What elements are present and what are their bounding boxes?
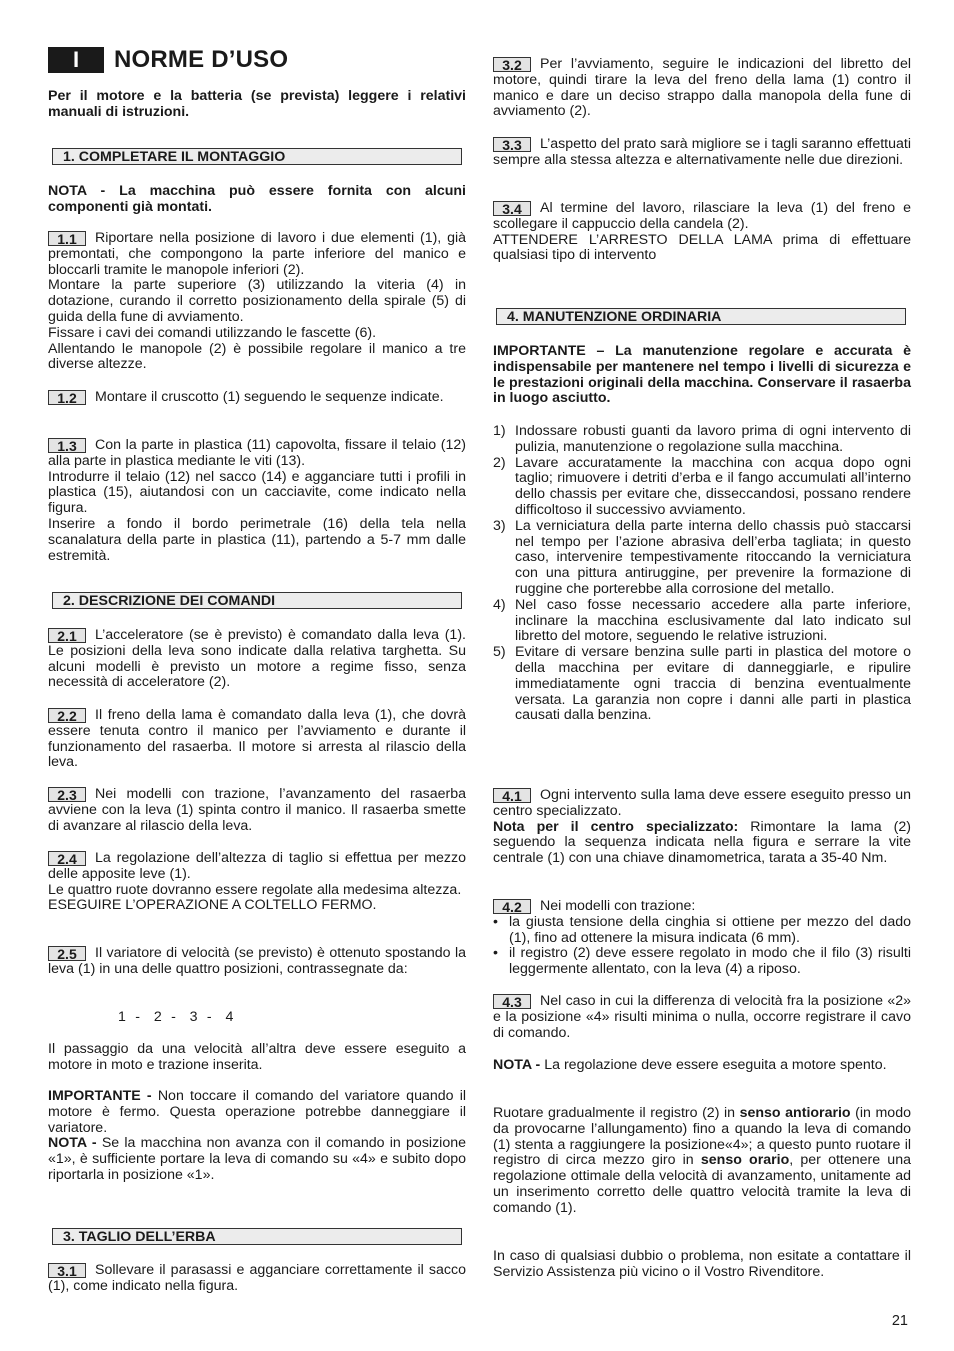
paragraph-4-1: 4.1 Ogni intervento sulla lama deve essere eseguito presso un centro specializzato. Nota per il centro specializzato: Rimontare la lama (2) seguendo la sequenza indicata nella figura e serrare la vite centrale (1) con una chiave dinamometrica, tarata a 35-40 Nm.: [493, 787, 911, 867]
list-marker: •: [493, 945, 498, 962]
paragraph-number: 3.4: [493, 201, 531, 216]
paragraph-number: 3.3: [493, 137, 531, 152]
list-item: [493, 456, 911, 519]
paragraph-number: 2.5: [48, 946, 86, 961]
paragraph-number: 4.2: [493, 899, 531, 914]
paragraph-number: 2.1: [48, 628, 86, 643]
list-marker: 3): [493, 517, 506, 534]
list-item-text: il registro (2) deve essere regolato in modo che il filo (3) risulti leggermente allentato, con la leva (4) a riposo.: [509, 945, 911, 978]
language-code-badge: I: [48, 47, 104, 73]
intro-text: Per il motore e la batteria (se prevista) leggere i relativi manuali di istruzioni.: [48, 88, 466, 120]
page-header: [48, 46, 288, 74]
list-item: [493, 946, 911, 978]
maintenance-list: [493, 424, 911, 724]
list-item-text: Nel caso fosse necessario accedere alla parte inferiore, inclinare la macchina esclusivamente dal lato indicato sul libretto del motore, seguendo le relative istruzioni.: [515, 596, 911, 645]
paragraph-3-4: 3.4 Al termine del lavoro, rilasciare la leva (1) del freno e scollegare il cappuccio della candela (2). ATTENDERE L’ARRESTO DELLA LAMA prima di effettuare qualsiasi tipo di intervento: [493, 200, 911, 264]
paragraph-2-3: 2.3 Nei modelli con trazione, l’avanzamento del rasaerba avviene con la leva (1) spinta contro il manico. Il rasaerba smette di avanzare al rilascio della leva.: [48, 786, 466, 834]
list-marker: 4): [493, 596, 506, 613]
section-heading-2: 2. DESCRIZIONE DEI COMANDI: [52, 592, 462, 609]
paragraph-number: 2.4: [48, 851, 86, 866]
paragraph-number: 1.1: [48, 231, 86, 246]
list-item: [493, 519, 911, 598]
section-1-note: NOTA - La macchina può essere fornita con alcuni componenti già montati.: [48, 183, 466, 215]
list-item-text: Lavare accuratamente la macchina con acqua dopo ogni taglio; rimuovere i detriti d’erba e il fango accumulati all’interno dello chassis per evitare che, disseccandosi, possano rendere difficoltoso il successivo avviamento.: [515, 454, 911, 518]
speed-positions: 1 - 2 - 3 - 4: [118, 1009, 234, 1025]
section-heading-3: 3. TAGLIO DELL’ERBA: [52, 1228, 462, 1245]
list-item-text: Indossare robusti guanti da lavoro prima di ogni intervento di pulizia, manutenzione o regolazione sulla macchina.: [515, 423, 911, 455]
paragraph-4-3: 4.3 Nel caso in cui la differenza di velocità fra la posizione «2» e la posizione «4» risulti minima o nulla, occorre registrare il cavo di comando.: [493, 993, 911, 1041]
paragraph-3-3: 3.3 L’aspetto del prato sarà migliore se i tagli saranno effettuati sempre alla stessa altezza e alternativamente nelle due direzioni.: [493, 136, 911, 168]
paragraph-number: 2.2: [48, 708, 86, 723]
paragraph-2-2: 2.2 Il freno della lama è comandato dalla leva (1), che dovrà essere tenuta contro il manico per l’avviamento e durante il funzionamento del rasaerba. Il motore si arresta al rilascio della leva.: [48, 707, 466, 771]
paragraph-number: 4.1: [493, 788, 531, 803]
list-item: [493, 424, 911, 456]
section-heading-1: 1. COMPLETARE IL MONTAGGIO: [52, 148, 462, 165]
list-marker: 2): [493, 454, 506, 471]
list-item-text: La verniciatura della parte interna dello chassis può staccarsi nel tempo per l’azione abrasiva dell’erba tagliata; in questo caso, intervenire tempestivamente ritoccando la verniciatura con una pittura antiruggine, per prevenire la formazione di ruggine che porterebbe alla corrosione del metallo.: [515, 517, 911, 597]
list-item: [493, 645, 911, 724]
closing-text: In caso di qualsiasi dubbio o problema, non esitate a contattare il Servizio Assistenza più vicino o il Vostro Rivenditore.: [493, 1248, 911, 1280]
maintenance-note: NOTA - La regolazione deve essere eseguita a motore spento.: [493, 1057, 887, 1073]
list-item-text: la giusta tensione della cinghia si ottiene per mezzo del dado (1), fino ad ottenere la misura indicata (6 mm).: [509, 913, 911, 946]
paragraph-1-2: 1.2 Montare il cruscotto (1) seguendo le sequenze indicate.: [48, 390, 466, 406]
list-item: [493, 915, 911, 947]
list-item: [493, 598, 911, 645]
list-item-text: Evitare di versare benzina sulle parti in plastica del motore o della macchina per evitare di danneggiarle, e ripulire immediatamente ogni traccia di benzina eventualmente versata. La garanzia non copre i danni alle parti in plastica causati dalla benzina.: [515, 644, 911, 724]
register-adjustment-text: Ruotare gradualmente il registro (2) in senso antiorario (in modo da provocarne l’allungamento) fino a quando la leva di comando (1) stenta a raggiungere la posizione«4»; a questo punto ruotare il registro di circa mezzo giro in senso orario, per ottenere una regolazione ottimale della velocità di avanzamento, unitamente ad un inserimento corretto delle quattro velocità tramite la leva di comando (1).: [493, 1105, 911, 1216]
paragraph-3-2: 3.2 Per l’avviamento, seguire le indicazioni del libretto del motore, quindi tirare la leva del freno della lama (1) contro il manico e dare un deciso strappo dalla manopola della fune di avviamento (2).: [493, 56, 911, 120]
paragraph-number: 1.2: [48, 390, 86, 405]
page-title: NORME D’USO: [114, 46, 289, 73]
paragraph-number: 3.1: [48, 1263, 86, 1278]
paragraph-number: 4.3: [493, 994, 531, 1009]
paragraph-number: 2.3: [48, 787, 86, 802]
list-marker: 5): [493, 644, 506, 661]
section-heading-4: 4. MANUTENZIONE ORDINARIA: [496, 308, 906, 325]
paragraph-2-5-b: Il passaggio da una velocità all’altra deve essere eseguito a motore in moto e trazione inserita.: [48, 1041, 466, 1073]
maintenance-important: IMPORTANTE – La manutenzione regolare e accurata è indispensabile per mantenere nel tempo i livelli di sicurezza e le prestazioni originali della macchina. Conservare il rasaerba in luogo asciutto.: [493, 343, 911, 407]
paragraph-number: 1.3: [48, 438, 86, 453]
list-marker: •: [493, 913, 498, 930]
paragraph-number: 3.2: [493, 57, 531, 72]
important-note-variator: IMPORTANTE - Non toccare il comando del variatore quando il motore è fermo. Questa operazione potrebbe danneggiare il variatore. NOTA - Se la macchina non avanza con il comando in posizione «1», è sufficiente portare la leva di comando su «4» e subito dopo riportarla in posizione «1».: [48, 1088, 466, 1183]
paragraph-2-1: 2.1 L’acceleratore (se è previsto) è comandato dalla leva (1). Le posizioni della leva sono indicate dalla relativa targhetta. Su alcuni modelli è previsto un motore a regime fisso, senza necessità di acceleratore (2).: [48, 627, 466, 691]
paragraph-1-1: 1.1 Riportare nella posizione di lavoro i due elementi (1), già premontati, che compongono la parte inferiore del manico e bloccarli tramite le manopole inferiori (2). Montare la parte superiore (3) utilizzando la viteria (4) in dotazione, curando il corretto posizionamento della spirale (5) di guida della fune di avviamento. Fissare i cavi dei comandi utilizzando le fascette (6). Allentando le manopole (2) è possibile regolare il manico a tre diverse altezze.: [48, 230, 466, 373]
page-number: 21: [891, 1313, 908, 1329]
paragraph-4-2: 4.2 Nei modelli con trazione: • la giusta tensione della cinghia si ottiene per mezzo del dado (1), fino ad ottenere la misura indicata (6 mm). • il registro (2) deve essere regolato in modo che il filo (3) risulti leggermente allentato, con la leva (4) a riposo.: [493, 898, 911, 978]
paragraph-3-1: 3.1 Sollevare il parasassi e agganciare correttamente il sacco (1), come indicato nella figura.: [48, 1262, 466, 1294]
list-marker: 1): [493, 423, 506, 439]
paragraph-2-4: 2.4 La regolazione dell’altezza di taglio si effettua per mezzo delle apposite leve (1). Le quattro ruote dovranno essere regolate alla medesima altezza. ESEGUIRE L’OPERAZIONE A COLTELLO FERMO.: [48, 850, 466, 914]
paragraph-2-5: 2.5 Il variatore di velocità (se previsto) è ottenuto spostando la leva (1) in una delle quattro posizioni, contrassegnate da:: [48, 945, 466, 977]
paragraph-1-3: 1.3 Con la parte in plastica (11) capovolta, fissare il telaio (12) alla parte in plastica mediante le viti (13). Introdurre il telaio (12) nel sacco (14) e agganciare tutti i profili in plastica (15), aiutandosi con un cacciavite, come indicato nella figura. Inserire a fondo il bordo perimetrale (16) della tela nella scanalatura della parte in plastica (11), partendo a 5-7 mm dalle estremità.: [48, 437, 466, 564]
